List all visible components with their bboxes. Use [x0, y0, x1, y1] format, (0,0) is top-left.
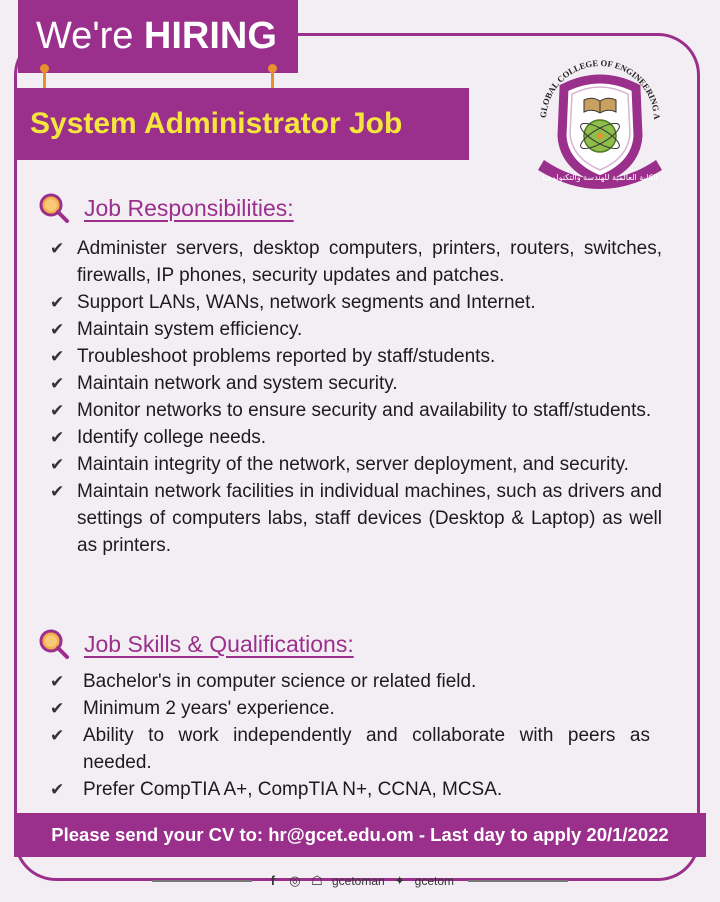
cv-instructions-text: Please send your CV to: hr@gcet.edu.om - Last day to apply 20/1/2022: [51, 824, 669, 845]
check-icon: ✔: [50, 239, 65, 258]
check-icon: ✔: [50, 347, 65, 366]
skills-heading: [36, 626, 354, 662]
hiring-banner: [18, 0, 298, 73]
skills-list: [50, 668, 650, 803]
job-title: System Administrator Job: [30, 107, 403, 140]
twitter-icon[interactable]: ✦: [394, 873, 406, 888]
hiring-bold: HIRING: [143, 15, 277, 57]
list-item: ✔ Maintain network and system security.: [50, 370, 662, 397]
list-item: ✔ Maintain system efficiency.: [50, 316, 662, 343]
list-item: ✔ Troubleshoot problems reported by staff/students.: [50, 343, 662, 370]
facebook-icon[interactable]: f: [270, 873, 276, 888]
instagram-icon[interactable]: ◎: [289, 873, 301, 888]
logo-arc-text: GLOBAL COLLEGE OF ENGINEERING A: [537, 57, 663, 120]
responsibilities-title: Job Responsibilities:: [84, 194, 294, 221]
snapchat-icon[interactable]: ☖: [311, 873, 323, 888]
college-logo: [524, 48, 676, 198]
check-icon: ✔: [50, 780, 65, 799]
check-icon: ✔: [50, 320, 65, 339]
check-icon: ✔: [50, 482, 65, 501]
footer-divider-right: [468, 880, 568, 882]
list-item: ✔ Maintain network facilities in individual machines, such as drivers and settings of computers labs, staff devices (Desktop & Laptop) as well as printers.: [50, 478, 662, 559]
check-icon: ✔: [50, 726, 65, 745]
skills-title: Job Skills & Qualifications:: [84, 630, 354, 657]
check-icon: ✔: [50, 672, 65, 691]
check-icon: ✔: [50, 699, 65, 718]
check-icon: ✔: [50, 455, 65, 474]
social-handle-1[interactable]: gcetoman: [331, 874, 385, 888]
check-icon: ✔: [50, 401, 65, 420]
list-item: ✔ Identify college needs.: [50, 424, 662, 451]
social-footer: [0, 867, 720, 895]
responsibilities-list: [50, 235, 662, 559]
check-icon: ✔: [50, 293, 65, 312]
responsibilities-heading: [36, 190, 294, 226]
check-icon: ✔: [50, 428, 65, 447]
check-icon: ✔: [50, 374, 65, 393]
social-handle-2[interactable]: gcetom: [414, 874, 455, 888]
list-item: ✔ Maintain integrity of the network, server deployment, and security.: [50, 451, 662, 478]
cv-instructions-bar: [14, 813, 706, 857]
list-item: ✔ Ability to work independently and collaborate with peers as needed.: [50, 722, 650, 776]
list-item: ✔ Administer servers, desktop computers, printers, routers, switches, firewalls, IP phones, security updates and patches.: [50, 235, 662, 289]
list-item: ✔ Monitor networks to ensure security and availability to staff/students.: [50, 397, 662, 424]
list-item: ✔ Bachelor's in computer science or related field.: [50, 668, 650, 695]
hiring-prefix: We're: [36, 15, 134, 57]
magnifier-icon: [36, 190, 72, 226]
list-item: ✔ Minimum 2 years' experience.: [50, 695, 650, 722]
list-item: ✔ Prefer CompTIA A+, CompTIA N+, CCNA, MCSA.: [50, 776, 650, 803]
list-item: ✔ Support LANs, WANs, network segments and Internet.: [50, 289, 662, 316]
footer-divider-left: [152, 880, 252, 882]
job-title-banner: [14, 88, 469, 160]
logo-arabic-text: الكلية العالمية للهندسة والتكنولوجيا: [542, 173, 658, 182]
magnifier-icon: [36, 626, 72, 662]
